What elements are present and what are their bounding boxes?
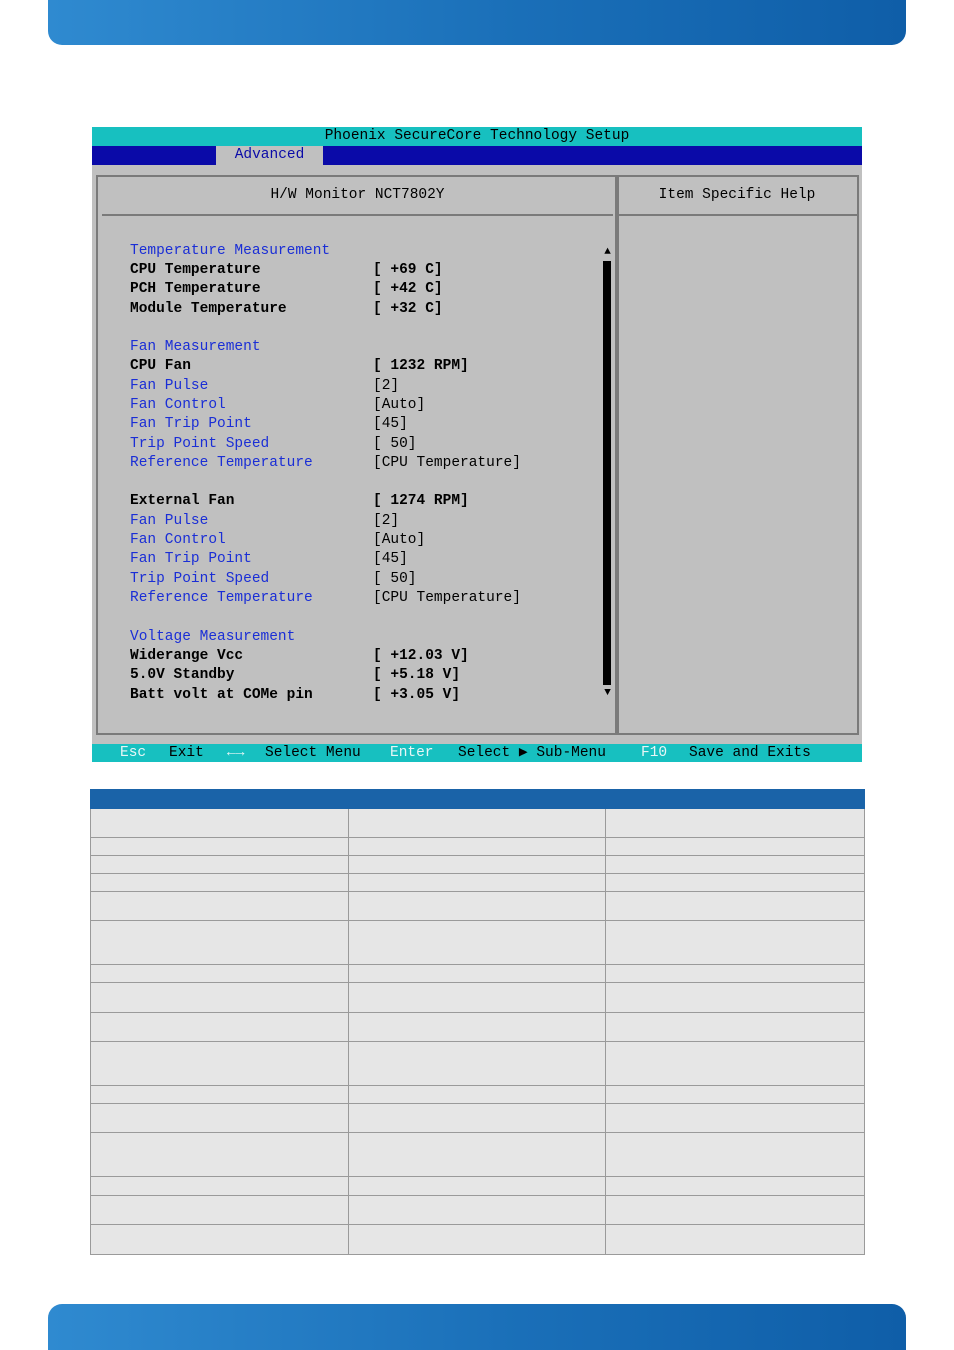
key-arrows-label: Select Menu	[265, 745, 361, 761]
table-row	[91, 1086, 865, 1104]
key-f10: F10	[641, 745, 668, 761]
table-header-cell	[606, 790, 865, 809]
table-row	[91, 983, 865, 1013]
tab-advanced[interactable]: Advanced	[216, 146, 323, 165]
key-esc: Esc	[120, 745, 147, 761]
bios-setup-screenshot: Phoenix SecureCore Technology Setup Advanced H/W Monitor NCT7802Y Item Specific Help Temperature Measurement CPU Temperature [ +69 C] PCH Temperature [ +42 C] Module Temperature [ +32 C] Fan Measurement CPU Fan [ 1232 RPM] Fan Pulse [2] Fan Control [Auto] Fan Trip Point [45] Trip Point Speed [ 50] Reference Temperature [CPU Temperature] External Fan [ 1274 RPM] Fan Pulse [2] Fan Control [Auto] Fan Trip Point [45] Trip Point Speed [ 50] Reference Temperature [CPU Temperature] Voltage Measurement Widerange Vcc [ +12.03 V] 5.0V Standby [ +5.18 V] Batt volt at COMe pin [ +3.05 V] ▲ ▼ Esc Exit ←→ Select Menu Enter Select ▶ Sub-Menu F10 Save and Exits	[92, 127, 862, 762]
table-row	[91, 856, 865, 874]
scrollbar[interactable]	[602, 244, 613, 704]
table-row	[91, 892, 865, 921]
table-row	[91, 1177, 865, 1196]
scroll-up-icon[interactable]: ▲	[604, 246, 611, 258]
table-row	[91, 838, 865, 856]
footer-band	[48, 1304, 906, 1350]
panel-title: H/W Monitor NCT7802Y	[102, 177, 613, 216]
bios-title: Phoenix SecureCore Technology Setup	[92, 127, 862, 146]
key-enter-label: Select ▶ Sub-Menu	[458, 745, 606, 761]
table-row	[91, 1042, 865, 1086]
key-enter: Enter	[390, 745, 434, 761]
settings-table	[90, 789, 865, 1255]
table-row	[91, 921, 865, 965]
scroll-thumb[interactable]	[603, 261, 611, 685]
table-header	[91, 790, 865, 809]
table-row	[91, 1013, 865, 1042]
table-row	[91, 1225, 865, 1255]
table-row	[91, 1196, 865, 1225]
table-row	[91, 874, 865, 892]
scroll-down-icon[interactable]: ▼	[604, 687, 611, 699]
table-header-cell	[91, 790, 349, 809]
key-f10-label: Save and Exits	[689, 745, 811, 761]
table-row	[91, 809, 865, 838]
table-row	[91, 1133, 865, 1177]
key-esc-label: Exit	[169, 745, 204, 761]
bios-menubar	[92, 146, 862, 165]
help-title: Item Specific Help	[617, 177, 857, 216]
table-row	[91, 1104, 865, 1133]
key-help-bar	[92, 744, 862, 762]
table-row	[91, 965, 865, 983]
header-band	[48, 0, 906, 45]
help-panel	[615, 175, 859, 735]
table-header-cell	[349, 790, 606, 809]
key-arrows: ←→	[227, 745, 245, 761]
